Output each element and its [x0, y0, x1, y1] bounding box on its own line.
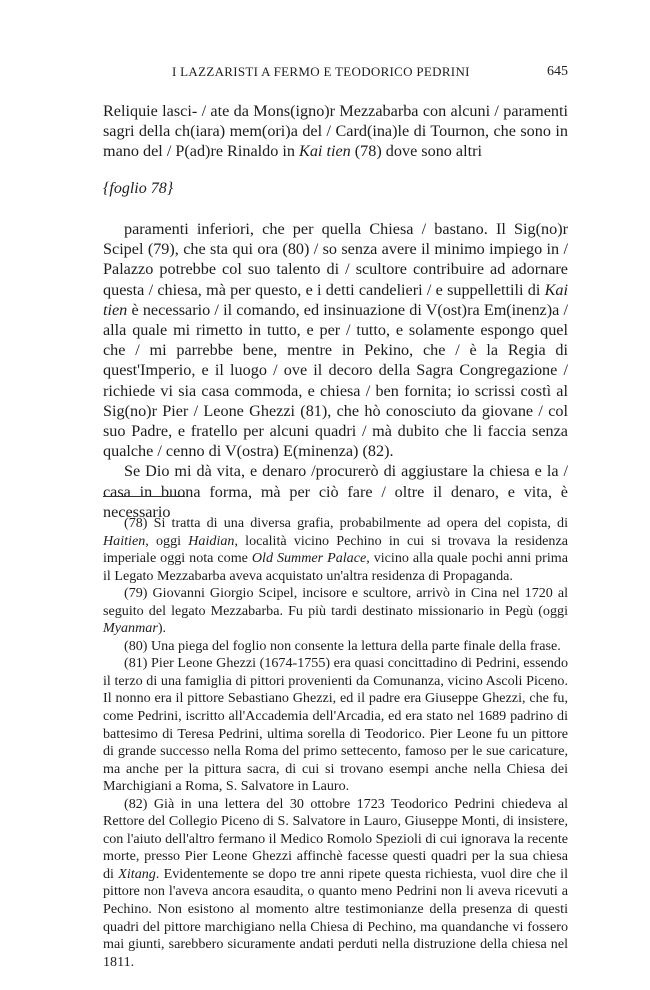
footnote-78	[103, 515, 568, 585]
body-paragraph-1	[103, 101, 568, 162]
footnote-79	[103, 585, 568, 638]
text-run: , vicino alla quale pochi anni prima il Legato Mezzabarba aveva acquistato un'altra residenza di Propaganda.	[103, 550, 568, 584]
text-run: , località vicino Pechino in cui si trovava la residenza imperiale oggi nota come	[103, 532, 568, 567]
text-run: ).	[157, 620, 167, 637]
italic-term: Haitien	[103, 532, 146, 549]
text-run: è necessario / il comando, ed insinuazione di V(ost)ra Em(inenz)a / alla quale mi rimetto in tutto, e per / tutto, e solamente espongo quel che / mi parrebbe bene, mentre in Pekino, che / è la Regia di quest'Imperio, e il luogo / ove il decoro della Sagra Congregazione / richiede vi sia casa commoda, e chiesa / ben fornita; io scrissi costì al Sig(no)r Pier / Leone Ghezzi (81), che hò conosciuto da giovane / col suo Padre, e fratello per alcuni quadri / mà dubito che li faccia senza qualche / cenno di V(ostra) E(minenza) (82).	[103, 300, 568, 461]
italic-term: Myanmar	[103, 620, 158, 637]
text-run: Reliquie lasci- / ate da Mons(igno)r Mezzabarba con alcuni / paramenti sagri della ch(iara) mem(ori)a del / Card(ina)le di Tournon, che sono in mano del / P(ad)re Rinaldo in	[103, 102, 568, 161]
footnote-82	[103, 796, 568, 971]
body-paragraph-2	[103, 219, 568, 461]
footnote-81: (81) Pier Leone Ghezzi (1674-1755) era quasi concittadino di Pedrini, essendo il terzo di una famiglia di pittori provenienti da Comunanza, vicino Ascoli Piceno. Il nonno era il pittore Sebastiano Ghezzi, ed il padre era Giuseppe Ghezzi, che fu, come Pedrini, iscritto all'Accademia dell'Arcadia, ed era stato nel 1689 padrino di battesimo di Teresa Pedrini, ultima sorella di Teodorico. Pier Leone fu un pittore di grande successo nella Roma del primo settecento, famoso per le sue caricature, ma anche per la pittura sacra, di cui si trovano esempi anche nella Chiesa dei Marchigiani a Roma, S. Salvatore in Lauro.	[103, 655, 568, 795]
italic-place-name: Kai tien	[103, 280, 568, 319]
text-run: . Evidentemente se dopo tre anni ripete questa richiesta, vuol dire che il pittore non l'aveva ancora esaudita, o quanto meno Pedrini non li aveva ricevuti a Pechino. Non esistono al momento altre testimonianze della presenza di questi quadri del pittore marchigiano nella Chiesa di Pechino, ma quandanche vi fossero mai giunti, sarebbero sicuramente andati perduti nella distruzione della chiesa nel 1811.	[103, 865, 568, 970]
footnote-80: (80) Una piega del foglio non consente la lettura della parte finale della frase.	[124, 637, 561, 654]
body-paragraphs-2-3	[103, 219, 568, 522]
footnotes	[103, 515, 568, 971]
text-run: (79) Giovanni Giorgio Scipel, incisore e scultore, arrivò in Cina nel 1720 al seguito del legato Mezzabarba. Fu più tardi destinato missionario in Pegù (oggi	[103, 585, 568, 619]
italic-place-name: Kai tien	[299, 142, 351, 161]
italic-term: Haidian	[188, 532, 235, 549]
footnote-separator	[103, 496, 185, 497]
text-run: (78) Si tratta di una diversa grafia, probabilmente ad opera del copista, di	[124, 515, 568, 531]
text-run: , oggi	[145, 532, 189, 549]
running-head	[110, 64, 568, 84]
body-paragraph-3: Se Dio mi dà vita, e denaro /procurerò di aggiustare la chiesa e la / casa in buona forma, mà per ciò fare / oltre il denaro, e vita, è necessario	[103, 462, 568, 521]
italic-term: Xitang	[118, 865, 156, 882]
text-run: (78) dove sono altri	[350, 142, 483, 161]
running-title: I LAZZARISTI A FERMO E TEODORICO PEDRINI	[172, 64, 470, 79]
folio-marker: {foglio 78}	[103, 180, 174, 197]
text-run: (82) Già in una lettera del 30 ottobre 1723 Teodorico Pedrini chiedeva al Rettore del Collegio Piceno di S. Salvatore in Lauro, Giuseppe Monti, di insistere, con l'aiuto dell'altro fermano il Medico Romolo Spezioli di cui ignorava la recente morte, presso Pier Leone Ghezzi affinchè facesse questi quadri per la sua chiesa di	[103, 795, 568, 882]
page-number: 645	[547, 64, 568, 79]
text-run: paramenti inferiori, che per quella Chiesa / bastano. Il Sig(no)r Scipel (79), che sta qui ora (80) / so senza avere il minimo impiego in / Palazzo potrebbe col suo talento di / scultore contribuire ad adornare questa / chiesa, mà per questo, e i detti candelieri / e suppellettili di	[103, 220, 568, 299]
italic-term: Old Summer Palace	[251, 550, 367, 567]
